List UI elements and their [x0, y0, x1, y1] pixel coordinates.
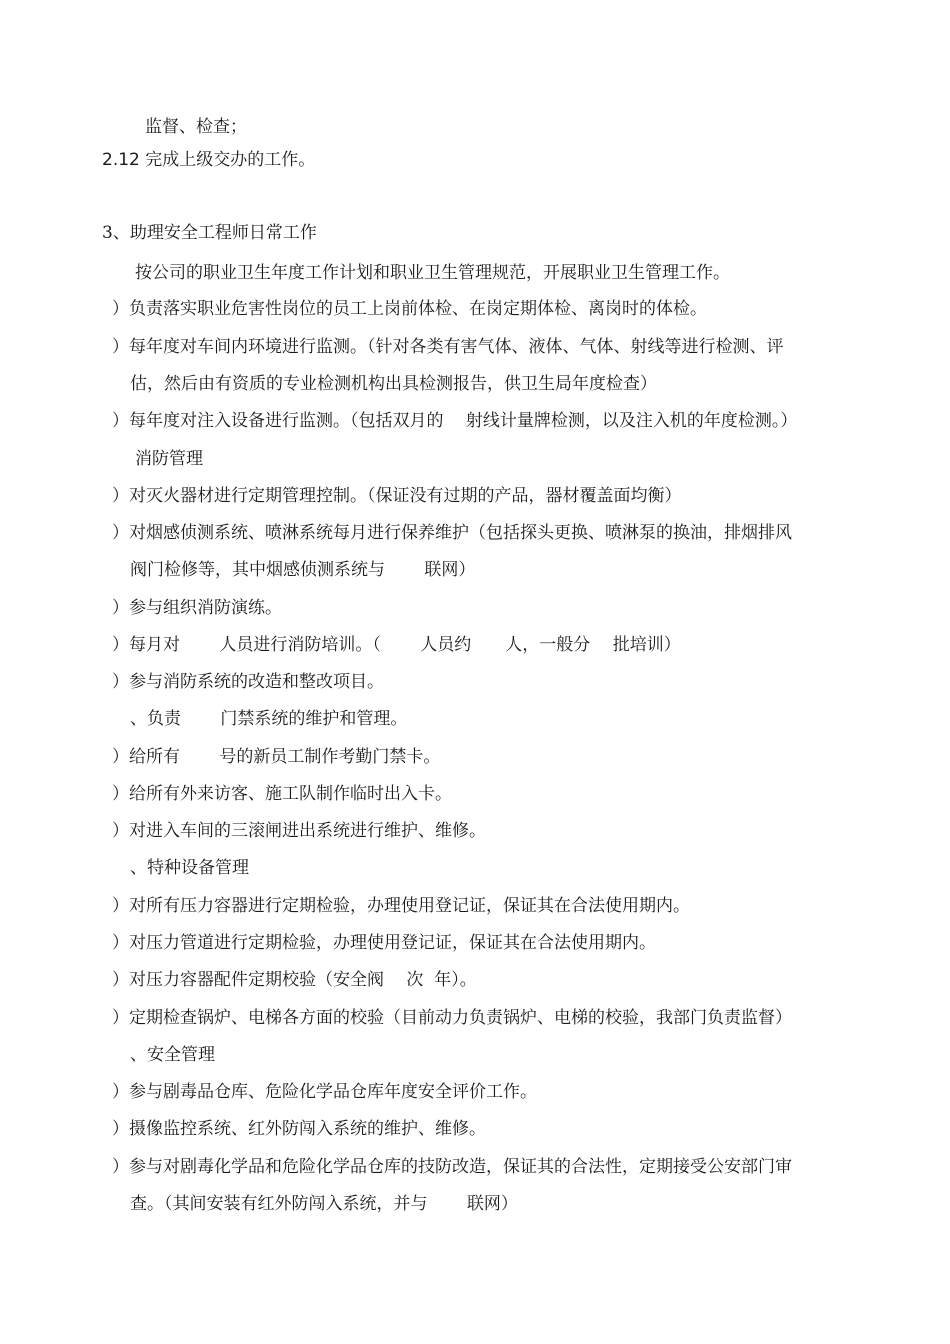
list-item: ）参与组织消防演练。 [112, 598, 282, 618]
list-item: ）对进入车间的三滚闸进出系统进行维护、维修。 [112, 821, 486, 841]
list-item: ）参与消防系统的改造和整改项目。 [112, 672, 384, 692]
list-item-continuation: 阀门检修等，其中烟感侦测系统与 联网） [130, 560, 476, 580]
text-line-content: 完成上级交办的工作。 [145, 150, 316, 170]
list-item-continuation: 查。（其间安装有红外防闯入系统，并与 联网） [130, 1194, 518, 1214]
section-number: 2.12 [102, 150, 140, 170]
list-item: ）对烟感侦测系统、喷淋系统每月进行保养维护（包括探头更换、喷淋泵的换油，排烟排风 [112, 523, 792, 543]
list-item: ）每年度对注入设备进行监测。（包括双月的 射线计量牌检测，以及注入机的年度检测。） [112, 411, 798, 431]
list-item: ）给所有 号的新员工制作考勤门禁卡。 [112, 747, 441, 767]
list-item: ）对压力容器配件定期校验（安全阀 次 年）。 [112, 970, 477, 990]
subsection-heading: 消防管理 [135, 449, 203, 469]
subsection-heading: 、安全管理 [130, 1045, 215, 1065]
list-item: ）对压力管道进行定期检验，办理使用登记证，保证其在合法使用期内。 [112, 933, 656, 953]
list-item: ）摄像监控系统、红外防闯入系统的维护、维修。 [112, 1119, 486, 1139]
list-item-continuation: 估，然后由有资质的专业检测机构出具检测报告，供卫生局年度检查） [130, 374, 657, 394]
text-line: 监督、检查； [145, 117, 247, 137]
subsection-heading: 、特种设备管理 [130, 858, 249, 878]
list-item: ）参与剧毒品仓库、危险化学品仓库年度安全评价工作。 [112, 1082, 537, 1102]
list-item: ）每月对 人员进行消防培训。（ 人员约 人，一般分 批培训） [112, 635, 681, 655]
list-item: ）参与对剧毒化学品和危险化学品仓库的技防改造，保证其的合法性，定期接受公安部门审 [112, 1157, 792, 1177]
text-line [102, 149, 315, 171]
subsection-heading: 、负责 门禁系统的维护和管理。 [130, 709, 408, 729]
list-item: ）对灭火器材进行定期管理控制。（保证没有过期的产品，器材覆盖面均衡） [112, 486, 682, 506]
list-item: ）定期检查锅炉、电梯各方面的校验（目前动力负责锅炉、电梯的校验，我部门负责监督） [112, 1008, 792, 1028]
list-item: ）每年度对车间内环境进行监测。（针对各类有害气体、液体、气体、射线等进行检测、评 [112, 337, 784, 357]
section-heading: 3、助理安全工程师日常工作 [102, 223, 317, 243]
list-item: ）给所有外来访客、施工队制作临时出入卡。 [112, 784, 452, 804]
list-item: ）负责落实职业危害性岗位的员工上岗前体检、在岗定期体检、离岗时的体检。 [112, 299, 707, 319]
text-line: 按公司的职业卫生年度工作计划和职业卫生管理规范，开展职业卫生管理工作。 [135, 263, 730, 283]
list-item: ）对所有压力容器进行定期检验，办理使用登记证，保证其在合法使用期内。 [112, 896, 690, 916]
